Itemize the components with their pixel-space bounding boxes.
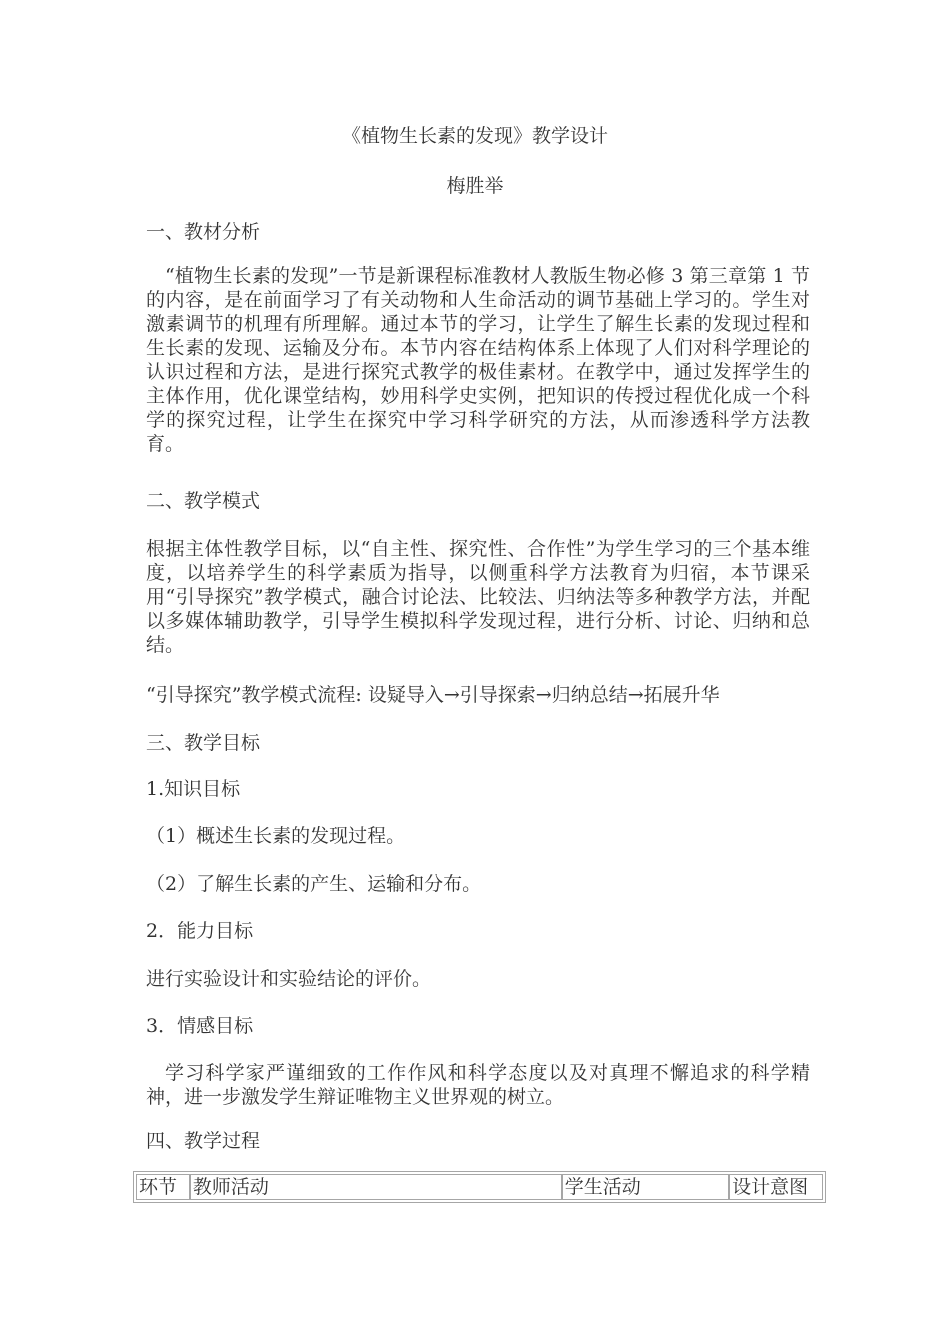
ability-goal-text: 进行实验设计和实验结论的评价。 — [146, 968, 432, 990]
section-heading-teaching-process: 四、教学过程 — [146, 1130, 261, 1152]
table-header-row — [136, 1174, 823, 1200]
section-heading-teaching-goals: 三、教学目标 — [146, 732, 261, 754]
teaching-process-table-grid — [136, 1174, 823, 1200]
table-header-student-activity: 学生活动 — [562, 1174, 729, 1200]
table-header-stage: 环节 — [136, 1174, 190, 1200]
teaching-process-table — [133, 1171, 826, 1203]
document-title: 《植物生长素的发现》教学设计 — [341, 125, 608, 147]
emotion-goal-heading: 3．情感目标 — [146, 1015, 254, 1037]
ability-goal-heading: 2．能力目标 — [146, 920, 254, 942]
document-author: 梅胜举 — [446, 175, 504, 197]
table-header-teacher-activity: 教师活动 — [190, 1174, 562, 1200]
emotion-goal-text: 学习科学家严谨细致的工作作风和科学态度以及对真理不懈追求的科学精神，进一步激发学生辩证唯物主义世界观的树立。 — [146, 1062, 810, 1108]
knowledge-goal-heading: 1.知识目标 — [146, 778, 241, 800]
knowledge-goal-item-1: （1）概述生长素的发现过程。 — [146, 825, 406, 847]
section-heading-material-analysis: 一、教材分析 — [146, 221, 261, 243]
teaching-flow-line: “引导探究”教学模式流程: 设疑导入→引导探索→归纳总结→拓展升华 — [146, 684, 720, 706]
knowledge-goal-item-2: （2）了解生长素的产生、运输和分布。 — [146, 873, 482, 895]
teaching-mode-paragraph: 根据主体性教学目标，以“自主性、探究性、合作性”为学生学习的三个基本维度，以培养学生的科学素质为指导，以侧重科学方法教育为归宿，本节课采用“引导探究”教学模式，融合讨论法、比较法、归纳法等多种教学方法，并配以多媒体辅助教学，引导学生模拟科学发现过程，进行分析、讨论、归纳和总结。 — [146, 538, 810, 656]
section-heading-teaching-mode: 二、教学模式 — [146, 490, 261, 512]
table-header-design-intent: 设计意图 — [729, 1174, 823, 1200]
material-analysis-paragraph: “植物生长素的发现”一节是新课程标准教材人教版生物必修 3 第三章第 1 节的内容，是在前面学习了有关动物和人生命活动的调节基础上学习的。学生对激素调节的机理有所理解。通过本节的学习，让学生了解生长素的发现过程和生长素的发现、运输及分布。本节内容在结构体系上体现了人们对科学理论的认识过程和方法，是进行探究式教学的极佳素材。在教学中，通过发挥学生的主体作用，优化课堂结构，妙用科学史实例，把知识的传授过程优化成一个科学的探究过程，让学生在探究中学习科学研究的方法，从而渗透科学方法教育。 — [146, 265, 810, 455]
